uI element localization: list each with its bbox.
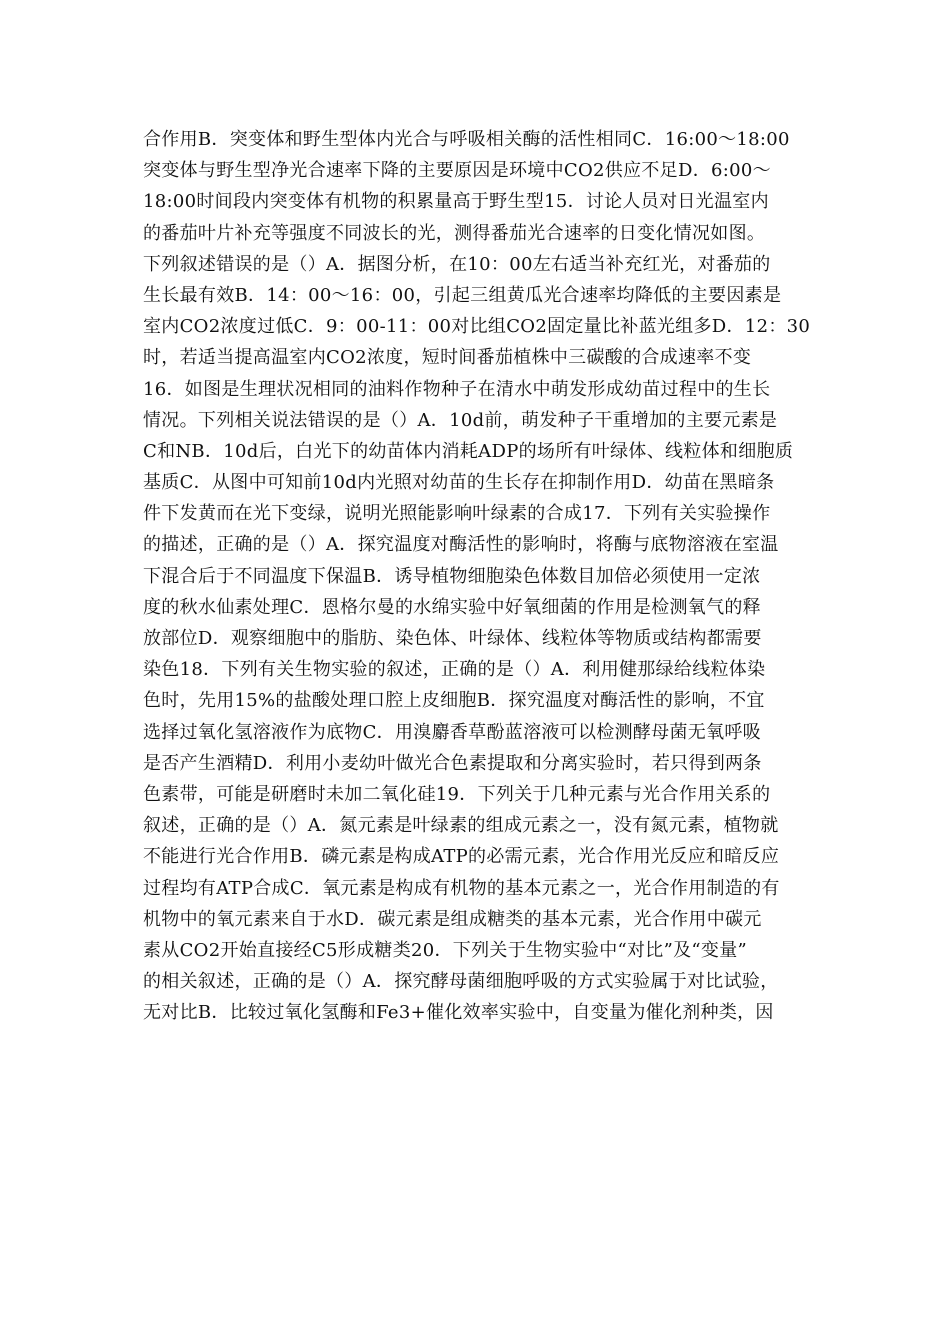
text-line: 色时，先用15%的盐酸处理口腔上皮细胞B．探究温度对酶活性的影响，不宜: [143, 690, 765, 712]
text-line: 时，若适当提高温室内CO2浓度，短时间番茄植株中三碳酸的合成速率不变: [143, 347, 752, 369]
text-line: 合作用B．突变体和野生型体内光合与呼吸相关酶的活性相同C．16:00～18:00: [143, 129, 790, 150]
text-line: 机物中的氧元素来自于水D．碳元素是组成糖类的基本元素，光合作用中碳元: [143, 908, 762, 930]
text-line: 件下发黄而在光下变绿，说明光照能影响叶绿素的合成17．下列有关实验操作: [143, 503, 771, 525]
text-line: 下混合后于不同温度下保温B．诱导植物细胞染色体数目加倍必须使用一定浓: [143, 565, 761, 587]
text-line: 色素带，可能是研磨时未加二氧化硅19．下列关于几种元素与光合作用关系的: [143, 783, 771, 805]
text-line: 下列叙述错误的是（）A．据图分析，在10：00左右适当补充红光，对番茄的: [143, 253, 771, 275]
text-line: 突变体与野生型净光合速率下降的主要原因是环境中CO2供应不足D．6:00～: [143, 160, 771, 182]
text-line: 染色18．下列有关生物实验的叙述，正确的是（）A．利用健那绿给线粒体染: [143, 659, 766, 681]
text-line: 的描述，正确的是（）A．探究温度对酶活性的影响时，将酶与底物溶液在室温: [143, 534, 779, 556]
text-line: 放部位D．观察细胞中的脂肪、染色体、叶绿体、线粒体等物质或结构都需要: [143, 628, 762, 649]
text-line: 情况。下列相关说法错误的是（）A．10d前，萌发种子干重增加的主要元素是: [143, 409, 778, 431]
text-line: 度的秋水仙素处理C．恩格尔曼的水绵实验中好氧细菌的作用是检测氧气的释: [143, 596, 761, 618]
text-line: 的相关叙述，正确的是（）A．探究酵母菌细胞呼吸的方式实验属于对比试验，: [143, 971, 779, 993]
text-line: 室内CO2浓度过低C．9：00-11：00对比组CO2固定量比补蓝光组多D．12：30: [143, 316, 811, 338]
text-line: 16．如图是生理状况相同的油料作物种子在清水中萌发形成幼苗过程中的生长: [143, 378, 771, 400]
text-line: 基质C．从图中可知前10d内光照对幼苗的生长存在抑制作用D．幼苗在黑暗条: [143, 472, 775, 494]
text-line: 生长最有效B．14：00～16：00，引起三组黄瓜光合速率均降低的主要因素是: [143, 284, 782, 306]
text-line: 叙述，正确的是（）A．氮元素是叶绿素的组成元素之一，没有氮元素，植物就: [143, 815, 779, 837]
text-line: 是否产生酒精D．利用小麦幼叶做光合色素提取和分离实验时，若只得到两条: [143, 752, 762, 774]
text-line: 不能进行光合作用B．磷元素是构成ATP的必需元素，光合作用光反应和暗反应: [143, 846, 780, 868]
text-line: 过程均有ATP合成C．氧元素是构成有机物的基本元素之一，光合作用制造的有: [143, 877, 780, 899]
text-line: 无对比B．比较过氧化氢酶和Fe3+催化效率实验中，自变量为催化剂种类，因: [143, 1002, 774, 1024]
text-line: 选择过氧化氢溶液作为底物C．用溴麝香草酚蓝溶液可以检测酵母菌无氧呼吸: [143, 721, 761, 743]
text-line: 18:00时间段内突变体有机物的积累量高于野生型15．讨论人员对日光温室内: [143, 191, 769, 213]
text-line: C和NB．10d后，白光下的幼苗体内消耗ADP的场所有叶绿体、线粒体和细胞质: [143, 440, 794, 462]
document-body: [143, 124, 823, 1028]
text-line: 的番茄叶片补充等强度不同波长的光，测得番茄光合速率的日变化情况如图。: [143, 222, 766, 244]
text-line: 素从CO2开始直接经C5形成糖类20．下列关于生物实验中“对比”及“变量”: [143, 939, 748, 961]
